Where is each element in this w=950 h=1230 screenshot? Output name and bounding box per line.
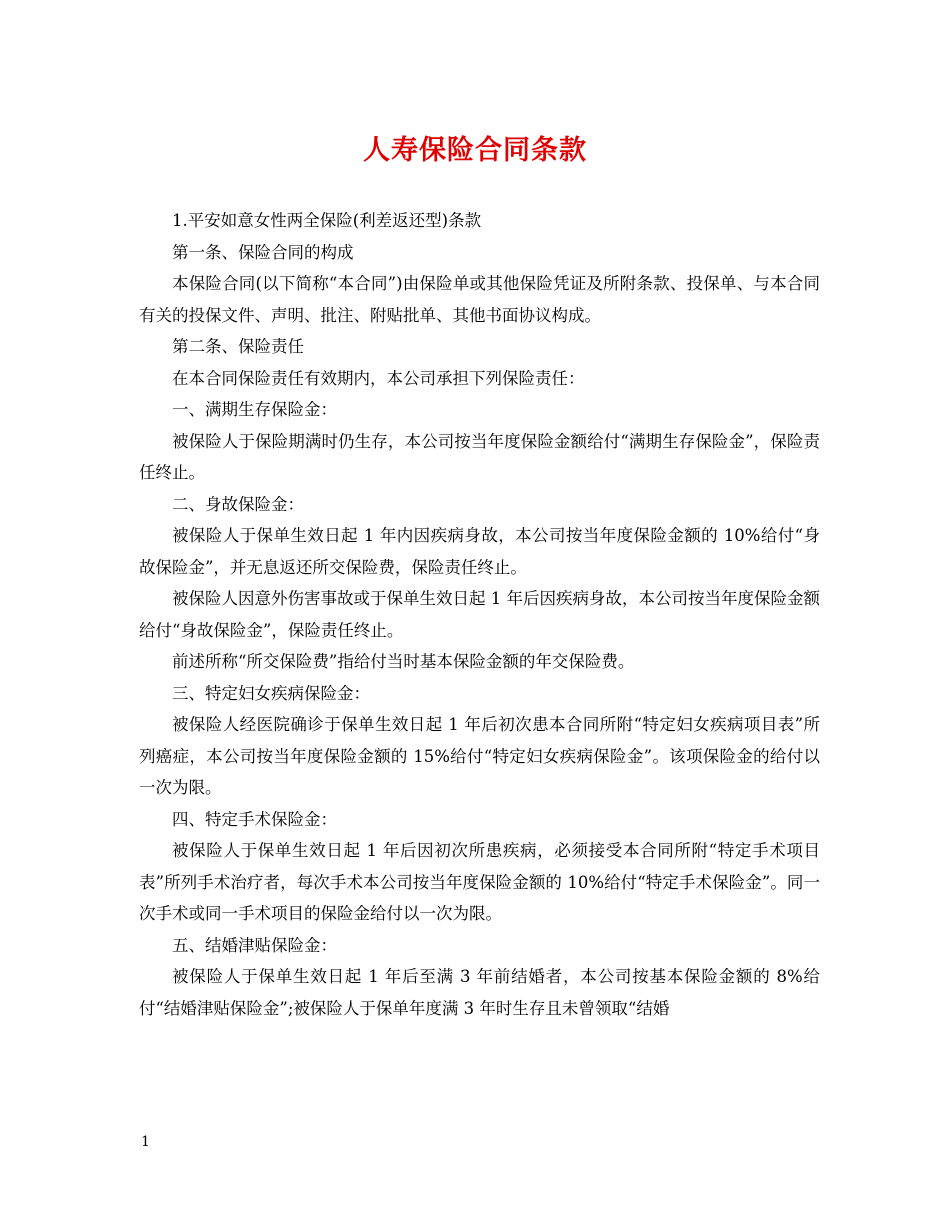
paragraph-4: 第二条、保险责任 [172, 337, 304, 356]
paragraph-12: 三、特定妇女疾病保险金： [172, 683, 370, 703]
paragraph-8: 二、身故保险金： [172, 494, 304, 514]
paragraph-11: 前述所称“所交保险费”指给付当时基本保险金额的年交保险费。 [172, 652, 635, 671]
paragraph-3: 本保险合同(以下简称“本合同”)由保险单或其他保险凭证及所附条款、投保单、与本合同有关的投保文件、声明、批注、附贴批单、其他书面协议构成。 [139, 274, 820, 325]
paragraph-17: 被保险人于保单生效日起 1 年后至满 3 年前结婚者，本公司按基本保险金额的 8%给付“结婚津贴保险金”;被保险人于保单年度满 3 年时生存且未曾领取“结婚 [139, 967, 820, 1018]
paragraph-15: 被保险人于保单生效日起 1 年后因初次所患疾病，必须接受本合同所附“特定手术项目表”所列手术治疗者，每次手术本公司按当年度保险金额的 10%给付“特定手术保险金”。同一次手术或同一手术项目的保险金给付以一次为限。 [139, 841, 820, 923]
document-body [139, 205, 820, 1024]
paragraph-16: 五、结婚津贴保险金： [172, 935, 337, 955]
paragraph-14: 四、特定手术保险金： [172, 809, 337, 829]
paragraph-1: 1.平安如意女性两全保险(利差返还型)条款 [172, 211, 482, 230]
page-number: 1 [141, 1134, 150, 1150]
paragraph-13: 被保险人经医院确诊于保单生效日起 1 年后初次患本合同所附“特定妇女疾病项目表”所列癌症，本公司按当年度保险金额的 15%给付“特定妇女疾病保险金”。该项保险金的给付以一次为限。 [139, 715, 820, 797]
paragraph-10: 被保险人因意外伤害事故或于保单生效日起 1 年后因疾病身故，本公司按当年度保险金额给付“身故保险金”，保险责任终止。 [139, 589, 820, 640]
paragraph-9: 被保险人于保单生效日起 1 年内因疾病身故，本公司按当年度保险金额的 10%给付“身故保险金”，并无息返还所交保险费，保险责任终止。 [139, 526, 820, 577]
document-title: 人寿保险合同条款 [363, 135, 587, 166]
paragraph-5: 在本合同保险责任有效期内，本公司承担下列保险责任： [172, 368, 585, 388]
paragraph-6: 一、满期生存保险金： [172, 400, 337, 419]
paragraph-7: 被保险人于保险期满时仍生存，本公司按当年度保险金额给付“满期生存保险金”，保险责任终止。 [139, 431, 820, 482]
paragraph-2: 第一条、保险合同的构成 [172, 242, 354, 262]
